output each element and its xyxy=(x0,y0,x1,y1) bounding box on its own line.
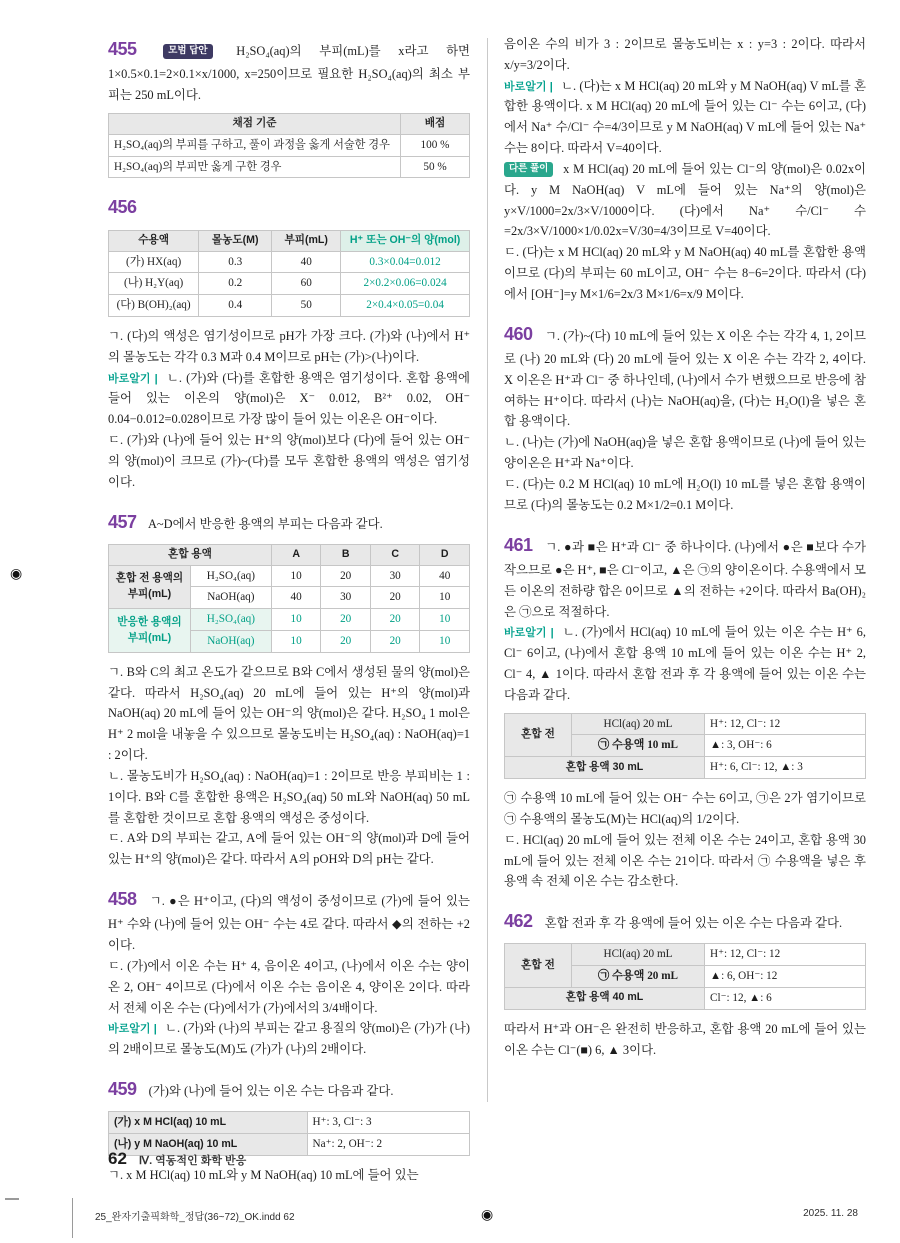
print-info-bar xyxy=(95,1208,858,1223)
value-cell: 20 xyxy=(321,565,371,587)
baro-label: 바로알기 | xyxy=(504,627,554,640)
problem-457 xyxy=(108,507,470,871)
amount-cell: 0.3×0.04=0.012 xyxy=(341,251,470,273)
col-header: C xyxy=(370,544,420,565)
statement-n xyxy=(108,368,470,430)
intro-text: (가)와 (나)에 들어 있는 이온 수는 다음과 같다. xyxy=(148,1084,394,1099)
statement-d: ㄷ. (가)와 (나)에 들어 있는 H⁺의 양(mol)보다 (다)에 들어 있는 OH⁻의 양(mol)이 크므로 (가)~(다)를 모두 혼합한 용액의 액성은 염기성이다. xyxy=(108,433,470,489)
value-cell: 20 xyxy=(321,631,371,653)
ion-counts: ▲: 6, OH⁻: 12 xyxy=(705,966,866,988)
solution-cell: (가) HX(aq) xyxy=(109,251,199,273)
table-row xyxy=(109,544,470,565)
statement-text: ㄱ. ●과 ■은 H⁺과 Cl⁻ 중 하나이다. (나)에서 ●은 ■보다 수가 작으므로 ●은 H⁺, ■은 Cl⁻이고, ▲은 ㉠의 양이온이다. 수용액에서 모든 이온의 전하량 합은 0이므로 ▲의 전하는 +2이다. 따라서 Ba(OH)₂은 ㉠으로 적절하다. xyxy=(504,539,866,619)
alt-solution xyxy=(504,159,866,242)
intro-text: 혼합 전과 후 각 용액에 들어 있는 이온 수는 다음과 같다. xyxy=(544,916,843,931)
col-header: B xyxy=(321,544,371,565)
problem-459 xyxy=(108,1074,470,1186)
ion-counts: Na⁺: 2, OH⁻: 2 xyxy=(307,1134,469,1156)
problem-number: 462 xyxy=(504,911,533,932)
problem-462 xyxy=(504,906,866,1060)
score-cell: 50 % xyxy=(401,156,470,178)
statement-d: ㄷ. A와 D의 부피는 같고, A에 들어 있는 OH⁻의 양(mol)과 D에 들어 있는 H⁺의 양(mol)은 같다. 따라서 A의 pOH와 D의 pH는 같다. xyxy=(108,831,470,867)
problem-number: 459 xyxy=(108,1079,137,1100)
col-header: D xyxy=(420,544,470,565)
conclusion-text: 따라서 H⁺과 OH⁻은 완전히 반응하고, 혼합 용액 20 mL에 들어 있는 이온 수는 Cl⁻(■) 6, ▲ 3이다. xyxy=(504,1021,866,1057)
mix-header: 혼합 용액 xyxy=(109,544,272,565)
problem-459-continued xyxy=(504,34,866,305)
value-cell: 10 xyxy=(271,609,321,631)
table-row xyxy=(505,988,866,1010)
volume-cell: 50 xyxy=(272,295,341,317)
pre-mix-label: 혼합 전 xyxy=(505,944,572,988)
left-column xyxy=(108,34,470,1200)
solutions-table xyxy=(108,230,470,317)
problem-458 xyxy=(108,884,470,1060)
table-row xyxy=(109,273,470,295)
problem-456-number-line xyxy=(108,192,470,222)
mix-ion-table xyxy=(504,713,866,779)
statement-extra: ㉠ 수용액 10 mL에 들어 있는 OH⁻ 수는 6이고, ㉠은 2가 염기이므로 ㉠ 수용액의 몰농도(M)는 HCl(aq)의 1/2이다. xyxy=(504,791,866,826)
crop-mark xyxy=(5,1198,19,1200)
crop-mark xyxy=(72,1198,73,1238)
value-cell: 10 xyxy=(271,631,321,653)
problem-number: 461 xyxy=(504,534,533,555)
base-label: NaOH(aq) xyxy=(190,587,271,609)
model-answer-badge: 모범 답안 xyxy=(163,44,212,59)
intro-text: A~D에서 반응한 용액의 부피는 다음과 같다. xyxy=(147,516,383,531)
ion-counts: H⁺: 12, Cl⁻: 12 xyxy=(705,944,866,966)
acid-label: H₂SO₄(aq) xyxy=(190,565,271,587)
statement-d: ㄷ. HCl(aq) 20 mL에 들어 있는 전체 이온 수는 24이고, 혼합 용액 30 mL에 들어 있는 전체 이온 수는 21이다. 따라서 ㉠ 수용액을 넣은 후 용액 속 전체 이온 수는 감소한다. xyxy=(504,832,866,889)
statement-text: ㄱ. (가)~(다) 10 mL에 들어 있는 X 이온 수는 각각 4, 1, 2이므로 (나) 20 mL와 (다) 20 mL에 들어 있는 X 이온 수는 각각 2, 4이다. X 이온은 H⁺과 Cl⁻ 중 하나인데, (나)에서 수가 변했으므로 반응에 참여하는 H⁺이다. 따라서 (나)는 NaOH(aq)을, (다)는 H₂O(l)을 넣은 혼합 용액이다. xyxy=(504,328,866,429)
ion-counts: ▲: 3, OH⁻: 6 xyxy=(705,735,866,757)
problem-number: 458 xyxy=(108,889,137,910)
problem-number: 455 xyxy=(108,39,137,59)
problem-455 xyxy=(108,34,470,178)
volume-cell: 40 xyxy=(272,251,341,273)
statement-g xyxy=(108,884,470,956)
statement-text: ㄴ. (다)는 x M HCl(aq) 20 mL와 y M NaOH(aq) V mL를 혼합한 용액이다. x M HCl(aq) 20 mL에 들어 있는 Cl⁻ 수는 6이고, (다)에서 Na⁺ 수/Cl⁻ 수=4/3이므로 y M NaOH(aq) V mL에 들어 있는 Na⁺ 수는 8이다. 따라서 V=40이다. xyxy=(504,78,866,156)
statement-n xyxy=(504,76,866,159)
pre-mix-label: 혼합 전 용액의 부피(mL) xyxy=(109,565,191,609)
criteria-cell: H₂SO₄(aq)의 부피만 옳게 구한 경우 xyxy=(109,156,401,178)
page-footer xyxy=(108,1149,246,1169)
baro-label: 바로알기 | xyxy=(504,80,553,93)
col-header: 수용액 xyxy=(109,230,199,251)
grading-table xyxy=(108,113,470,178)
alt-solution-badge: 다른 풀이 xyxy=(504,162,553,177)
statement-g: ㄱ. B와 C의 최고 온도가 같으므로 B와 C에서 생성된 물의 양(mol)은 같다. 따라서 H₂SO₄(aq) 20 mL에 들어 있는 H⁺의 양(mol)과 NaOH(aq) 20 mL에 들어 있는 OH⁻의 양(mol)은 같다. H₂SO₄ 1 mol은 H⁺ 2 mol을 내놓을 수 있으므로 몰농도비는 H₂SO₄(aq) : NaOH(aq)=1 : 2이다. xyxy=(108,664,470,763)
solution-label: HCl(aq) 20 mL xyxy=(572,713,705,735)
value-cell: 10 xyxy=(420,631,470,653)
statement-n: ㄴ. 몰농도비가 H₂SO₄(aq) : NaOH(aq)=1 : 2이므로 반응 부피비는 1 : 1이다. B와 C를 혼합한 용액은 H₂SO₄(aq) 50 mL와 NaOH(aq) 50 mL를 혼합한 것이므로 혼합 용액의 액성은 중성이다. xyxy=(108,768,470,825)
solution-label: ㉠ 수용액 10 mL xyxy=(572,735,705,757)
reacted-label: 반응한 용액의 부피(mL) xyxy=(109,609,191,653)
score-header: 배점 xyxy=(401,113,470,134)
solution-cell: (다) B(OH)₂(aq) xyxy=(109,295,199,317)
value-cell: 40 xyxy=(420,565,470,587)
statement-g-start: ㄱ. x M HCl(aq) 10 mL와 y M NaOH(aq) 10 mL에 들어 있는 xyxy=(108,1167,419,1182)
problem-number: 456 xyxy=(108,197,137,218)
value-cell: 40 xyxy=(271,587,321,609)
statement-d: ㄷ. (다)는 0.2 M HCl(aq) 10 mL에 H₂O(l) 10 mL를 넣은 혼합 용액이므로 (다)의 몰농도는 0.2 M×1/2=0.1 M이다. xyxy=(504,476,866,512)
molarity-cell: 0.4 xyxy=(199,295,272,317)
score-cell: 100 % xyxy=(401,134,470,156)
statement-text: x M HCl(aq) 20 mL에 들어 있는 Cl⁻의 양(mol)은 0.02x이다. y M NaOH(aq) V mL에 들어 있는 Na⁺의 양(mol)은 y×V/1000=2x/3×V/1000이다. (다)에서 Na⁺ 수/Cl⁻ 수=2x/3×V/1000×1/0.02x=V/30=4/3이므로 V=40이다. xyxy=(504,161,866,239)
registration-mark-icon: ◉ xyxy=(481,1207,494,1223)
ion-counts: Cl⁻: 12, ▲: 6 xyxy=(705,988,866,1010)
print-date: 2025. 11. 28 xyxy=(803,1208,858,1219)
acid-label: H₂SO₄(aq) xyxy=(190,609,271,631)
table-row xyxy=(109,230,470,251)
criteria-cell: H₂SO₄(aq)의 부피를 구하고, 풀이 과정을 옳게 서술한 경우 xyxy=(109,134,401,156)
col-header: A xyxy=(271,544,321,565)
solution-label: ㉠ 수용액 20 mL xyxy=(572,966,705,988)
problem-462-intro xyxy=(504,906,866,936)
value-cell: 30 xyxy=(321,587,371,609)
table-row xyxy=(109,134,470,156)
statement-d: ㄷ. (가)에서 이온 수는 H⁺ 4, 음이온 4이고, (나)에서 이온 수는 양이온 2, OH⁻ 4이므로 (다)에서 이온 수는 음이온 4, 양이온 2이다. 따라서 전체 이온 수는 (다)에서가 (가)에서의 3/4배이다. xyxy=(108,959,470,1015)
statement-n xyxy=(108,1018,470,1060)
statement-text: ㄴ. (가)와 (다)를 혼합한 용액은 염기성이다. 혼합 용액에 들어 있는 이온의 양(mol)은 X⁻ 0.012, B²⁺ 0.02, OH⁻ 0.04−0.012=0.028이므로 가장 많이 들어 있는 이온은 OH⁻이다. xyxy=(108,370,470,427)
problem-457-intro xyxy=(108,507,470,537)
problem-455-body xyxy=(108,34,470,106)
table-row xyxy=(505,944,866,966)
molarity-cell: 0.2 xyxy=(199,273,272,295)
problem-number: 457 xyxy=(108,511,137,532)
mix-ion-table xyxy=(504,943,866,1009)
statement-n: ㄴ. (나)는 (가)에 NaOH(aq)을 넣은 혼합 용액이므로 (나)에 들어 있는 양이온은 H⁺과 Na⁺이다. xyxy=(504,435,866,471)
ion-counts: H⁺: 3, Cl⁻: 3 xyxy=(307,1112,469,1134)
registration-mark-icon: ◉ xyxy=(10,566,23,582)
problem-460 xyxy=(504,319,866,516)
statement-n xyxy=(504,622,866,705)
col-header-amount: H⁺ 또는 OH⁻의 양(mol) xyxy=(341,230,470,251)
col-header: 부피(mL) xyxy=(272,230,341,251)
col-header: 몰농도(M) xyxy=(199,230,272,251)
table-row xyxy=(109,156,470,178)
molarity-cell: 0.3 xyxy=(199,251,272,273)
solution-label: (나) y M NaOH(aq) 10 mL xyxy=(109,1134,308,1156)
statement-text: ㄴ. (가)에서 HCl(aq) 10 mL에 들어 있는 이온 수는 H⁺ 6, Cl⁻ 6이고, (나)에서 혼합 용액 10 mL에 들어 있는 이온 수는 H⁺ 2, Cl⁻ 4, ▲ 1이다. 따라서 혼합 전과 후 각 용액에 들어 있는 이온 수는 다음과 같다. xyxy=(504,625,866,702)
solution-label: HCl(aq) 20 mL xyxy=(572,944,705,966)
ion-counts: H⁺: 12, Cl⁻: 12 xyxy=(705,713,866,735)
pre-mix-label: 혼합 전 xyxy=(505,713,572,757)
value-cell: 20 xyxy=(321,609,371,631)
statement-d: ㄷ. (다)는 x M HCl(aq) 20 mL와 y M NaOH(aq) 40 mL를 혼합한 용액이므로 (다)의 부피는 60 mL이고, OH⁻ 수는 8−6=2이다. 따라서 (다)에서 [OH⁻]=y M×1/6=2x/3 M×1/6=x/9 M이다. xyxy=(504,245,866,301)
statement-g: ㄱ. (다)의 액성은 염기성이므로 pH가 가장 크다. (가)와 (나)에서 H⁺의 몰농도는 각각 0.3 M과 0.4 M이므로 pH는 (가)>(나)이다. xyxy=(108,328,470,364)
amount-cell: 2×0.2×0.06=0.024 xyxy=(341,273,470,295)
value-cell: 30 xyxy=(370,565,420,587)
statement-text: ㄴ. (가)와 (나)의 부피는 같고 용질의 양(mol)은 (가)가 (나)의 2배이므로 몰농도(M)도 (가)가 (나)의 2배이다. xyxy=(108,1021,470,1057)
section-title: Ⅳ. 역동적인 화학 반응 xyxy=(138,1155,247,1167)
solution-text: H₂SO₄(aq)의 부피(mL)를 x라고 하면 1×0.5×0.1=2×0.1×x/1000, x=250이므로 필요한 H₂SO₄(aq)의 최소 부피는 250 mL이다. xyxy=(108,44,471,103)
problem-number: 460 xyxy=(504,323,533,344)
table-row xyxy=(109,295,470,317)
grading-criteria-header: 채점 기준 xyxy=(109,113,401,134)
table-row xyxy=(505,757,866,779)
amount-cell: 2×0.4×0.05=0.04 xyxy=(341,295,470,317)
table-row xyxy=(109,113,470,134)
value-cell: 20 xyxy=(370,631,420,653)
ion-counts: H⁺: 6, Cl⁻: 12, ▲: 3 xyxy=(705,757,866,779)
statement-g-continued: 음이온 수의 비가 3 : 2이므로 몰농도비는 x : y=3 : 2이다. 따라서 x/y=3/2이다. xyxy=(504,37,866,72)
solution-label: (가) x M HCl(aq) 10 mL xyxy=(109,1112,308,1134)
volume-cell: 60 xyxy=(272,273,341,295)
base-label: NaOH(aq) xyxy=(190,631,271,653)
right-column xyxy=(504,34,866,1200)
table-row xyxy=(505,713,866,735)
baro-label: 바로알기 | xyxy=(108,372,158,385)
volumes-table xyxy=(108,544,470,653)
value-cell: 20 xyxy=(370,609,420,631)
value-cell: 20 xyxy=(370,587,420,609)
value-cell: 10 xyxy=(420,587,470,609)
problem-461 xyxy=(504,530,866,893)
problem-456 xyxy=(108,192,470,492)
value-cell: 10 xyxy=(271,565,321,587)
mixed-solution-label: 혼합 용액 40 mL xyxy=(505,988,705,1010)
print-filename: 25_완자기출픽화학_정답(36~72)_OK.indd 62 xyxy=(95,1212,295,1223)
problem-459-intro xyxy=(108,1074,470,1104)
mixed-solution-label: 혼합 용액 30 mL xyxy=(505,757,705,779)
statement-text: ㄱ. ●은 H⁺이고, (다)의 액성이 중성이므로 (가)에 들어 있는 H⁺ 수와 (나)에 들어 있는 OH⁻ 수는 4로 같다. 따라서 ◆의 전하는 +2이다. xyxy=(108,894,470,953)
table-row xyxy=(109,609,470,631)
table-row xyxy=(109,1112,470,1134)
table-row xyxy=(109,565,470,587)
statement-g xyxy=(504,530,866,623)
two-column-layout xyxy=(108,34,866,1200)
baro-label: 바로알기 | xyxy=(108,1023,157,1036)
page-number: 62 xyxy=(108,1149,127,1168)
table-row xyxy=(109,251,470,273)
statement-g xyxy=(504,319,866,433)
value-cell: 10 xyxy=(420,609,470,631)
solution-cell: (나) H₂Y(aq) xyxy=(109,273,199,295)
